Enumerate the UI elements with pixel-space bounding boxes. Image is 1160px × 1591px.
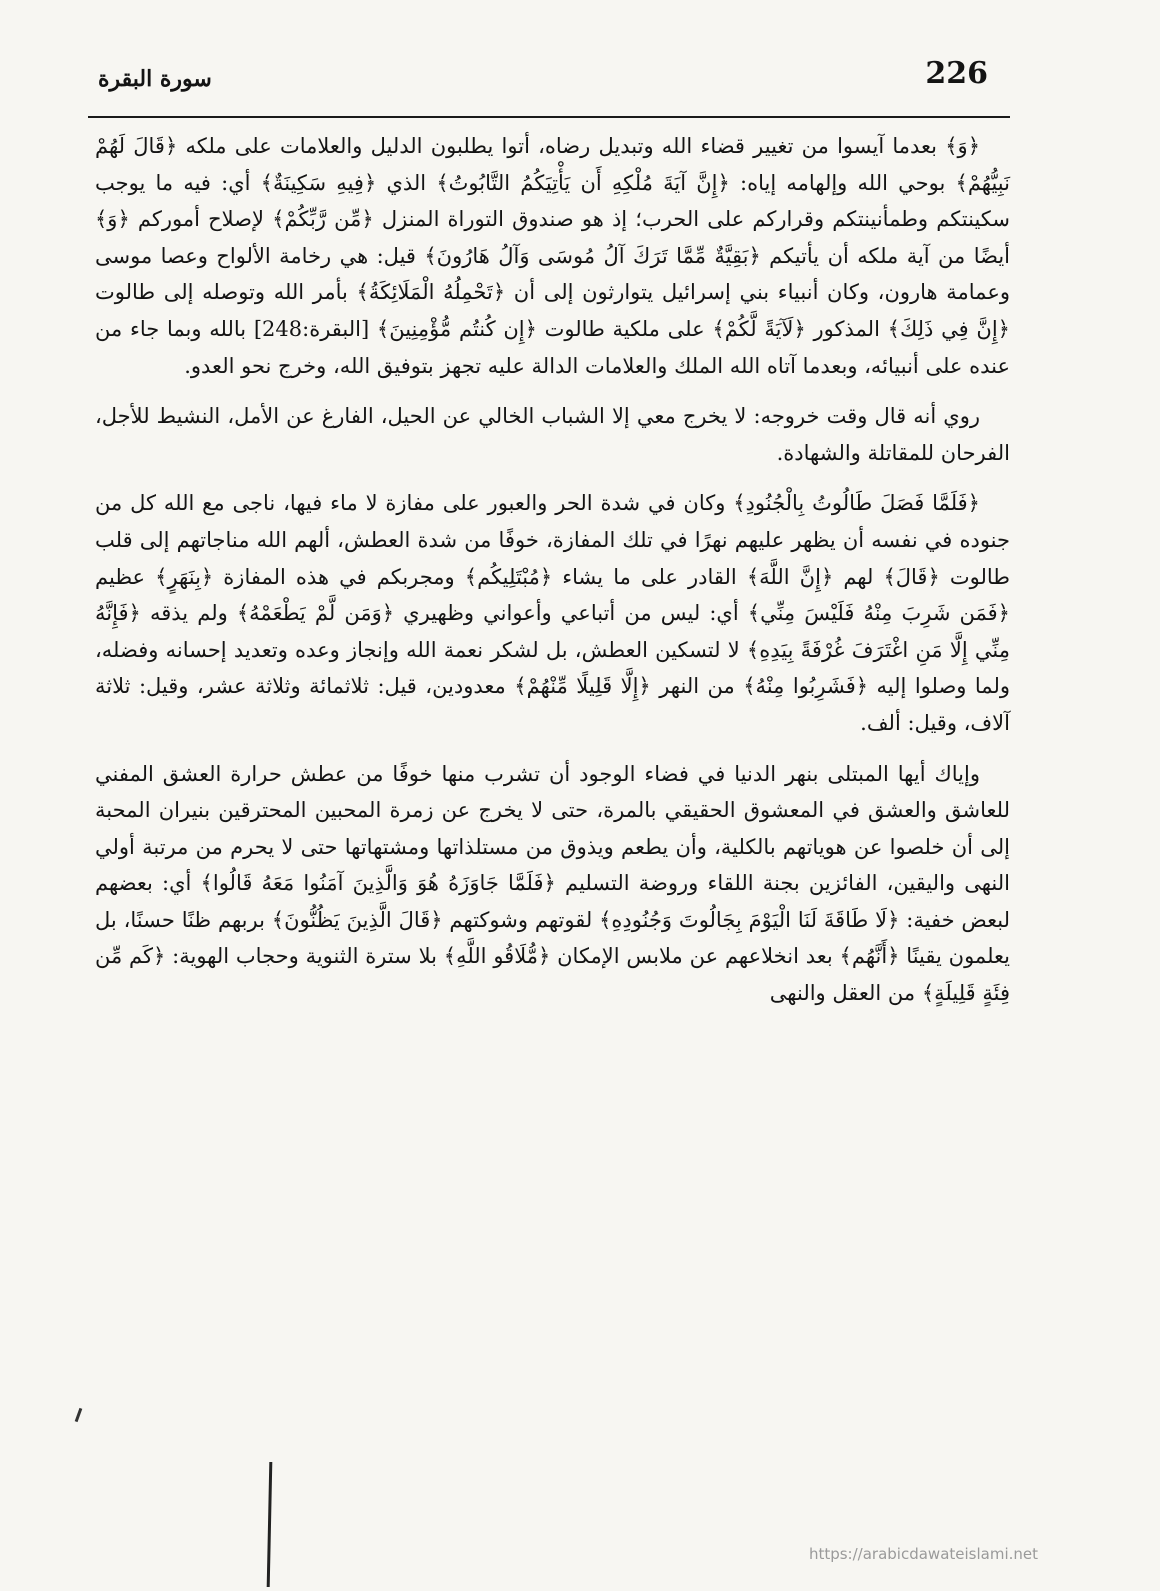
paragraph-2: روي أنه قال وقت خروجه: لا يخرج معي إلا الشباب الخالي عن الحيل، الفارغ عن الأمل، النشيط للأجل، الفرحان للمقاتلة والشهادة. [95,404,1010,465]
watermark-url: https://arabicdawateislami.net [808,1545,1038,1563]
margin-pen-stroke [267,1462,273,1587]
paragraph-1: ﴿وَ﴾ بعدما آيسوا من تغيير قضاء الله وتبديل رضاه، أتوا يطلبون الدليل والعلامات على ملكه ﴿قَالَ لَهُمْ نَبِيُّهُمْ﴾ بوحي الله وإلهامه إياه: ﴿إِنَّ آيَةَ مُلْكِهِ أَن يَأْتِيَكُمُ التَّابُوتُ﴾ الذي ﴿فِيهِ سَكِينَةٌ﴾ أي: فيه ما يوجب سكينتكم وطمأنينتكم وقراركم على الحرب؛ إذ هو صندوق التوراة المنزل ﴿مِّن رَّبِّكُمْ﴾ لإصلاح أموركم ﴿وَ﴾ أيضًا من آية ملكه أن يأتيكم ﴿بَقِيَّةٌ مِّمَّا تَرَكَ آلُ مُوسَى وَآلُ هَارُونَ﴾ قيل: هي رخامة الألواح وعصا موسى وعمامة هارون، وكان أنبياء بني إسرائيل يتوارثون إلى أن ﴿تَحْمِلُهُ الْمَلَائِكَةُ﴾ بأمر الله وتوصله إلى طالوت ﴿إِنَّ فِي ذَلِكَ﴾ المذكور ﴿لَآيَةً لَّكُمْ﴾ على ملكية طالوت ﴿إِن كُنتُم مُّؤْمِنِينَ﴾ [البقرة:248] بالله وبما جاء من عنده على أنبيائه، وبعدما آتاه الله الملك والعلامات الدالة عليه تجهز بتوفيق الله، وخرج نحو العدو. [95,134,1010,378]
surah-title: سورة البقرة [98,66,212,92]
edge-mark [75,1408,83,1422]
page-number: 226 [925,56,988,91]
paragraph-4: وإياك أيها المبتلى بنهر الدنيا في فضاء الوجود أن تشرب منها خوفًا من عطش حرارة العشق المفني للعاشق والعشق في المعشوق الحقيقي بالمرة، حتى لا يخرج عن زمرة المحبين المحترقين بنيران المحبة إلى أن خلصوا عن هوياتهم بالكلية، وأن يطعم ويذوق من مستلذاتها ومشتهاتها حتى لا يحرم من مرتبة أولي النهى واليقين، الفائزين بجنة اللقاء وروضة التسليم ﴿فَلَمَّا جَاوَزَهُ هُوَ وَالَّذِينَ آمَنُوا مَعَهُ قَالُوا﴾ أي: بعضهم لبعض خفية: ﴿لَا طَاقَةَ لَنَا الْيَوْمَ بِجَالُوتَ وَجُنُودِهِ﴾ لقوتهم وشوكتهم ﴿قَالَ الَّذِينَ يَظُنُّونَ﴾ بربهم ظنًا حسنًا، بل يعلمون يقينًا ﴿أَنَّهُم﴾ بعد انخلاعهم عن ملابس الإمكان ﴿مُّلَاقُو اللَّهِ﴾ بلا سترة الثنوية وحجاب الهوية: ﴿كَم مِّن فِئَةٍ قَلِيلَةٍ﴾ من العقل والنهى [95,761,1010,1006]
header-divider [88,116,1010,118]
paragraph-3: ﴿فَلَمَّا فَصَلَ طَالُوتُ بِالْجُنُودِ﴾ وكان في شدة الحر والعبور على مفازة لا ماء فيها، ناجى مع الله كل من جنوده في نفسه أن يظهر عليهم نهرًا في تلك المفازة، خوفًا من شدة العطش، ألهم الله مناجاتهم إلى قلب طالوت ﴿قَالَ﴾ لهم ﴿إِنَّ اللَّهَ﴾ القادر على ما يشاء ﴿مُبْتَلِيكُم﴾ ومجربكم في هذه المفازة ﴿بِنَهَرٍ﴾ عظيم ﴿فَمَن شَرِبَ مِنْهُ فَلَيْسَ مِنِّي﴾ أي: ليس من أتباعي وأعواني وظهيري ﴿وَمَن لَّمْ يَطْعَمْهُ﴾ ولم يذقه ﴿فَإِنَّهُ مِنِّي إِلَّا مَنِ اغْتَرَفَ غُرْفَةً بِيَدِهِ﴾ لا لتسكين العطش، بل لشكر نعمة الله وإنجاز وعده وتعديد إحسانه وفضله، ولما وصلوا إليه ﴿فَشَرِبُوا مِنْهُ﴾ من النهر ﴿إِلَّا قَلِيلًا مِّنْهُمْ﴾ معدودين، قيل: ثلاثمائة وثلاثة عشر، وقيل: ثلاثة آلاف، وقيل: ألف. [95,491,1010,735]
body-text [95,128,1010,1026]
page-header [88,50,1008,110]
